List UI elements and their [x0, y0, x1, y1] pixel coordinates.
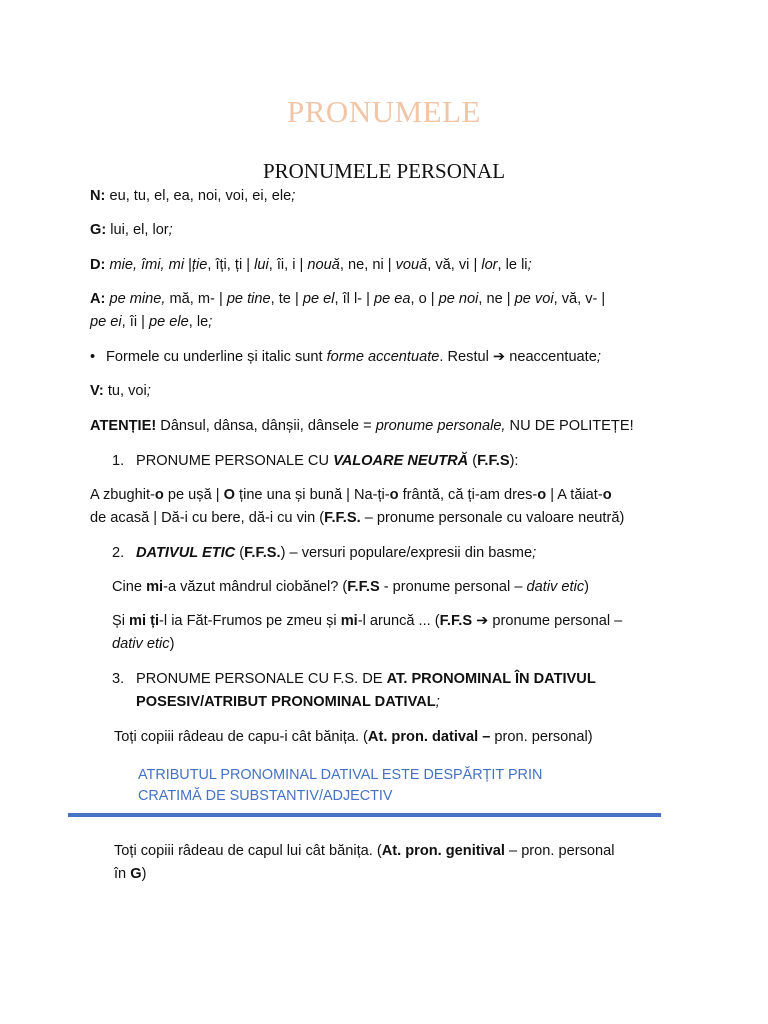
example-neutral-line-2: de acasă | Dă-i cu bere, dă-i cu vin (F.F.S. – pronume personale cu valoare neutră) — [90, 510, 625, 526]
case-forms: tu, voi — [103, 383, 147, 399]
example-dativ-etic-2-continued: dativ etic) — [112, 636, 175, 652]
case-forms: eu, tu, el, ea, noi, voi, ei, ele — [105, 188, 292, 204]
nominative-line: N: eu, tu, el, ea, noi, voi, ei, ele; — [90, 188, 296, 204]
list-item-3: 3. PRONUME PERSONALE CU F.S. DE AT. PRONOMINAL ÎN DATIVUL — [112, 668, 596, 690]
section-heading: PRONUMELE PERSONAL — [262, 159, 506, 183]
example-dativ-etic-1: Cine mi-a văzut mândrul ciobănel? (F.F.S - pronume personal – dativ etic) — [112, 579, 589, 595]
list-number: 3. — [112, 671, 125, 687]
case-forms: lui, el, lor — [106, 222, 169, 238]
arrow-right-icon: ➔ — [492, 349, 506, 365]
list-item-2: 2. DATIVUL ETIC (F.F.S.) – versuri populare/expresii din basme; — [112, 542, 536, 564]
accusative-line: A: pe mine, mă, m- | pe tine, te | pe el, îl l- | pe ea, o | pe noi, ne | pe voi, vă, v- | — [90, 291, 606, 307]
bullet-icon: • — [90, 349, 96, 365]
example-genitival-continued: în G) — [114, 866, 147, 882]
accusative-line-continued: pe ei, îi | pe ele, le; — [90, 314, 213, 330]
list-number: 1. — [112, 453, 125, 469]
genitive-line: G: lui, el, lor; — [90, 222, 173, 238]
list-number: 2. — [112, 545, 125, 561]
example-datival: Toți copiii râdeau de capu-i cât bănița. (At. pron. datival – pron. personal) — [114, 729, 593, 745]
list-item-3-continued: POSESIV/ATRIBUT PRONOMINAL DATIVAL; — [136, 694, 440, 710]
blue-note-line-1: ATRIBUTUL PRONOMINAL DATIVAL ESTE DESPĂRȚIT PRIN — [138, 767, 543, 783]
attention-note: ATENȚIE! Dânsul, dânsa, dânșii, dânsele = pronume personale, NU DE POLITEȚE! — [90, 418, 634, 434]
vocative-line: V: tu, voi; — [90, 383, 151, 399]
list-item-1: 1. PRONUME PERSONALE CU VALOARE NEUTRĂ (F.F.S): — [112, 450, 518, 472]
page-title: PRONUMELE — [287, 94, 481, 129]
section-divider — [68, 813, 661, 817]
example-dativ-etic-2: Și mi ți-l ia Făt-Frumos pe zmeu și mi-l aruncă ... (F.F.S ➔ pronume personal – — [112, 613, 623, 629]
attention-label: ATENȚIE! — [90, 418, 157, 434]
example-genitival: Toți copiii râdeau de capul lui cât bănița. (At. pron. genitival – pron. personal — [114, 843, 615, 859]
case-label: A: — [90, 291, 106, 307]
example-neutral-line-1: A zbughit-o pe ușă | O ține una și bună | Na-ți-o frântă, că ți-am dres-o | A tăiat-o — [90, 487, 612, 503]
bullet-note: • Formele cu underline și italic sunt forme accentuate. Restul ➔ neaccentuate; — [90, 346, 601, 368]
blue-note-line-2: CRATIMĂ DE SUBSTANTIV/ADJECTIV — [138, 788, 393, 804]
case-label: N: — [90, 188, 106, 204]
dative-line: D: mie, îmi, mi |ție, îți, ți | lui, îi, i | nouă, ne, ni | vouă, vă, vi | lor, le li; — [90, 257, 532, 273]
case-label: D: — [90, 257, 106, 273]
arrow-right-icon: ➔ — [476, 613, 489, 629]
case-label: V: — [90, 383, 104, 399]
case-label: G: — [90, 222, 107, 238]
